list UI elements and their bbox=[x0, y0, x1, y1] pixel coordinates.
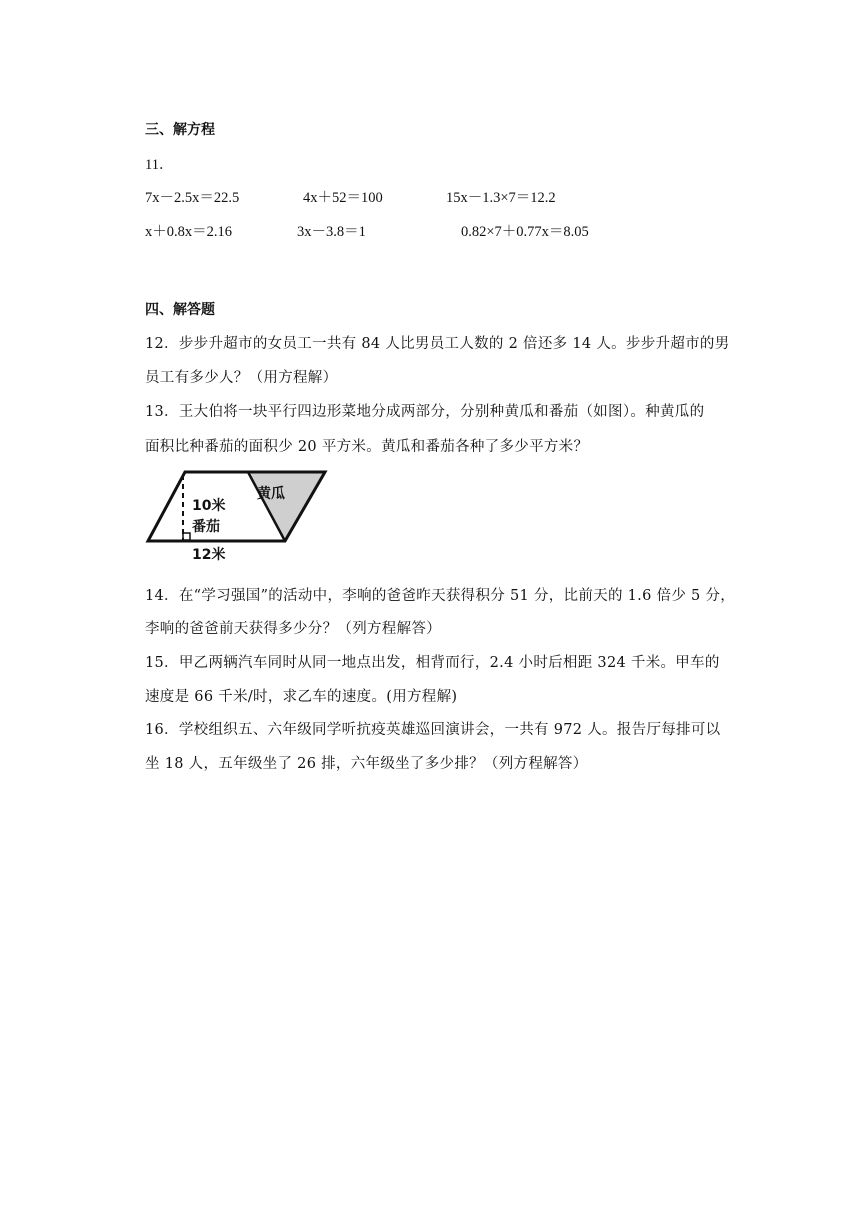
tomato-label: 番茄 bbox=[192, 519, 220, 535]
equation-2: 4x＋52＝100 bbox=[303, 190, 383, 206]
base-label: 12米 bbox=[192, 547, 226, 563]
parallelogram-diagram bbox=[145, 467, 335, 565]
question-13-line-2: 面积比种番茄的面积少 20 平方米。黄瓜和番茄各种了多少平方米？ bbox=[145, 439, 589, 455]
question-16-line-1: 16．学校组织五、六年级同学听抗疫英雄巡回演讲会，一共有 972 人。报告厅每排可以 bbox=[145, 722, 721, 738]
equation-1: 7x－2.5x＝22.5 bbox=[145, 190, 240, 206]
equation-6: 0.82×7＋0.77x＝8.05 bbox=[461, 224, 589, 240]
right-angle-mark bbox=[183, 533, 190, 540]
question-14-line-1: 14．在“学习强国”的活动中，李响的爸爸昨天获得积分 51 分，比前天的 1.6 倍少 5 分， bbox=[145, 588, 736, 604]
section-heading-word-problems: 四、解答题 bbox=[145, 302, 215, 318]
parallelogram-figure bbox=[145, 467, 335, 565]
question-15-line-2: 速度是 66 千米/时，求乙车的速度。(用方程解) bbox=[145, 689, 458, 705]
question-12-line-2: 员工有多少人？（用方程解） bbox=[145, 370, 338, 386]
height-label: 10米 bbox=[192, 498, 226, 514]
section-heading-equations: 三、解方程 bbox=[145, 122, 215, 138]
question-14-line-2: 李响的爸爸前天获得多少分？（列方程解答） bbox=[145, 621, 441, 637]
question-12-line-1: 12．步步升超市的女员工一共有 84 人比男员工人数的 2 倍还多 14 人。步步升超市的男 bbox=[145, 336, 730, 352]
equation-5: 3x－3.8＝1 bbox=[297, 224, 366, 240]
cucumber-label: 黄瓜 bbox=[257, 486, 285, 502]
equation-3: 15x－1.3×7＝12.2 bbox=[446, 190, 556, 206]
equation-4: x＋0.8x＝2.16 bbox=[145, 224, 232, 240]
question-16-line-2: 坐 18 人，五年级坐了 26 排，六年级坐了多少排？（列方程解答） bbox=[145, 756, 588, 772]
question-15-line-1: 15．甲乙两辆汽车同时从同一地点出发，相背而行，2.4 小时后相距 324 千米。甲车的 bbox=[145, 655, 720, 671]
question-number-11: 11． bbox=[145, 157, 174, 173]
question-13-line-1: 13．王大伯将一块平行四边形菜地分成两部分，分别种黄瓜和番茄（如图）。种黄瓜的 bbox=[145, 404, 705, 420]
